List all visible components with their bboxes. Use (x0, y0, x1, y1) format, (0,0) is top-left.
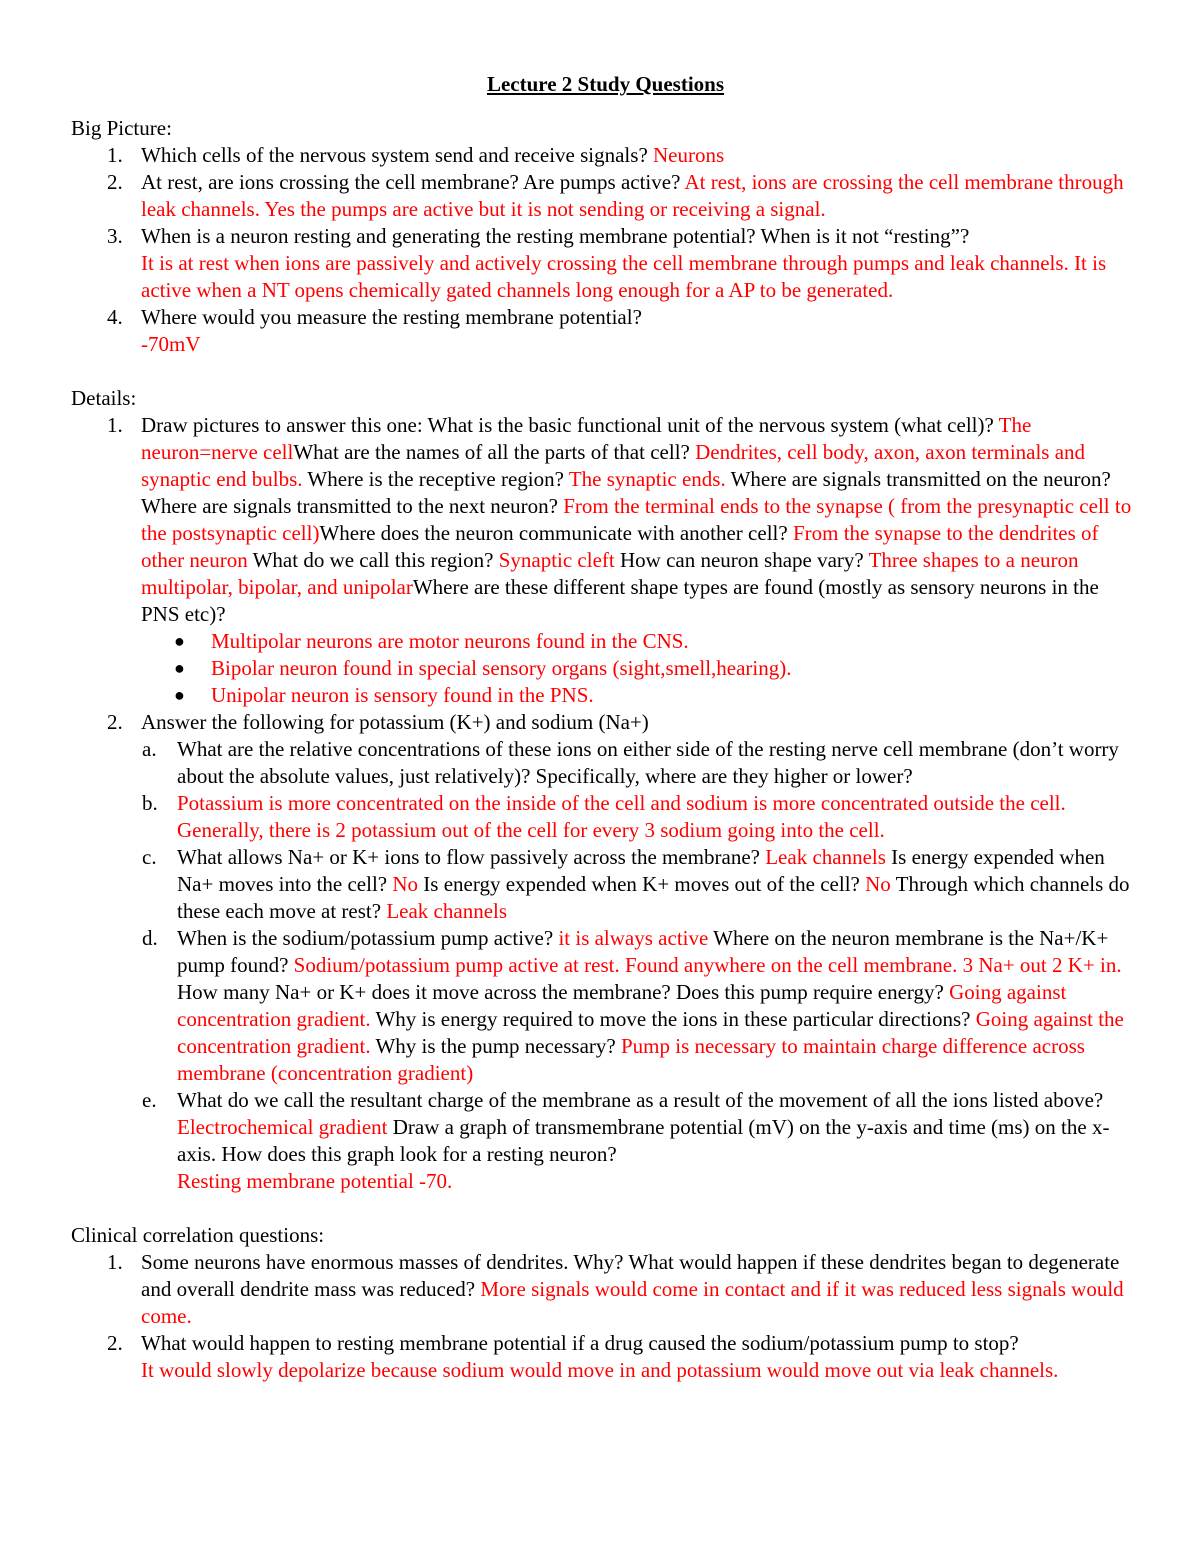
question-text: Some neurons have enormous masses of dendrites. Why? What would happen if these dendrites began to degenerate and overall dendrite mass was reduced? (141, 1250, 1120, 1301)
answer-text: Unipolar neuron is sensory found in the PNS. (211, 683, 594, 707)
question-text: What are the names of all the parts of that cell? (293, 440, 696, 464)
answer-text: Dendrites, cell body, axon, axon terminals and synaptic end bulbs. (141, 440, 1086, 491)
sub-item-letter: c. (142, 845, 157, 869)
big-picture-section (71, 115, 1140, 358)
question-text: Is energy expended when K+ moves out of the cell? (418, 872, 866, 896)
item-number: 2. (107, 1331, 123, 1355)
sub-item-letter: d. (142, 926, 158, 950)
question-text: Where does the neuron communicate with another cell? (319, 521, 793, 545)
question-text: Draw pictures to answer this one: What is the basic functional unit of the nervous system (what cell)? (141, 413, 999, 437)
question-text: Draw a graph of transmembrane potential (mV) on the y-axis and time (ms) on the x-axis. How does this graph look for a resting neuron? (177, 1115, 1110, 1166)
section-heading: Details: (71, 386, 137, 410)
sub-item-letter: b. (142, 791, 158, 815)
answer-text: Going against concentration gradient. (177, 980, 1067, 1031)
answer-text: No (392, 872, 419, 896)
answer-text: No (865, 872, 891, 896)
question-text: Where is the receptive region? (302, 467, 569, 491)
answer-text: Going against the concentration gradient. (177, 1007, 1124, 1058)
list-item (71, 1249, 1140, 1330)
question-text: Through which channels do these each move at rest? (177, 872, 1130, 923)
answer-text: Potassium is more concentrated on the inside of the cell and sodium is more concentrated outside the cell. Generally, there is 2 potassium out of the cell for every 3 sodium going into the cell. (177, 791, 1066, 842)
answer-text: Synaptic cleft (498, 548, 615, 572)
answer-text: Resting membrane potential -70. (177, 1169, 453, 1193)
item-number: 2. (107, 170, 123, 194)
question-text: What would happen to resting membrane potential if a drug caused the sodium/potassium pump to stop? (141, 1331, 1019, 1355)
answer-text: Pump is necessary to maintain charge difference across membrane (concentration gradient) (177, 1034, 1085, 1085)
question-text: Why is energy required to move the ions in these particular directions? (370, 1007, 976, 1031)
bullet-icon: ● (174, 685, 185, 705)
item-number: 4. (107, 305, 123, 329)
question-text: What do we call the resultant charge of the membrane as a result of the movement of all the ions listed above? (177, 1088, 1104, 1112)
section-heading: Big Picture: (71, 116, 172, 140)
question-text: How can neuron shape vary? (614, 548, 869, 572)
sub-item (71, 925, 1140, 1087)
question-text: Which cells of the nervous system send and receive signals? (141, 143, 654, 167)
item-number: 1. (107, 1250, 123, 1274)
list-item (71, 1330, 1140, 1384)
answer-text: Neurons (653, 143, 725, 167)
list-item (71, 304, 1140, 358)
answer-text: More signals would come in contact and if it was reduced less signals would come. (141, 1277, 1124, 1328)
answer-text: -70mV (141, 332, 201, 356)
question-text: Answer the following for potassium (K+) and sodium (Na+) (141, 710, 649, 734)
answer-text: The synaptic ends. (568, 467, 726, 491)
item-number: 1. (107, 413, 123, 437)
question-text: Where on the neuron membrane is the Na+/K+ pump found? (177, 926, 1109, 977)
answer-text: From the terminal ends to the synapse ( from the presynaptic cell to the postsynaptic cell) (141, 494, 1132, 545)
question-text: When is a neuron resting and generating the resting membrane potential? When is it not “resting”? (141, 224, 970, 248)
answer-text: Leak channels (386, 899, 508, 923)
question-text: What do we call this region? (247, 548, 499, 572)
answer-text: At rest, ions are crossing the cell membrane through leak channels. Yes the pumps are active but it is not sending or receiving a signal. (141, 170, 1124, 221)
answer-text: Three shapes to a neuron multipolar, bipolar, and unipolar (141, 548, 1079, 599)
question-text: Where are these different shape types are found (mostly as sensory neurons in the PNS etc)? (141, 575, 1099, 626)
question-text: When is the sodium/potassium pump active? (177, 926, 559, 950)
question-text: At rest, are ions crossing the cell membrane? Are pumps active? (141, 170, 685, 194)
details-section (71, 385, 1140, 1195)
answer-text: It would slowly depolarize because sodium would move in and potassium would move out via leak channels. (141, 1358, 1059, 1382)
question-text: Is energy expended when Na+ moves into the cell? (177, 845, 1105, 896)
section-heading: Clinical correlation questions: (71, 1223, 325, 1247)
question-text: How many Na+ or K+ does it move across the membrane? Does this pump require energy? (177, 980, 950, 1004)
page-title: Lecture 2 Study Questions (486, 72, 725, 96)
answer-text: Leak channels (765, 845, 886, 869)
list-item (71, 142, 1140, 169)
question-text: What are the relative concentrations of these ions on either side of the resting nerve cell membrane (don’t worry about the absolute values, just relatively)? Specifically, where are they higher or lower? (177, 737, 1119, 788)
answer-text: Multipolar neurons are motor neurons found in the CNS. (211, 629, 689, 653)
question-text: Where are signals transmitted on the neuron? Where are signals transmitted to the next neuron? (141, 467, 1111, 518)
bullet-item (71, 628, 1140, 655)
item-number: 2. (107, 710, 123, 734)
sub-item-letter: e. (142, 1088, 157, 1112)
answer-text: Bipolar neuron found in special sensory organs (sight,smell,hearing). (211, 656, 792, 680)
sub-item (71, 736, 1140, 790)
question-text: What allows Na+ or K+ ions to flow passively across the membrane? (177, 845, 766, 869)
answer-text: Electrochemical gradient (177, 1115, 388, 1139)
bullet-item (71, 655, 1140, 682)
item-number: 1. (107, 143, 123, 167)
list-item (71, 412, 1140, 628)
answer-text: It is at rest when ions are passively and actively crossing the cell membrane through pumps and leak channels. It is active when a NT opens chemically gated channels long enough for a AP to be generated. (141, 251, 1107, 302)
answer-text: Sodium/potassium pump active at rest. Found anywhere on the cell membrane. 3 Na+ out 2 K+ in. (293, 953, 1122, 977)
sub-item (71, 790, 1140, 844)
question-text: Why is the pump necessary? (370, 1034, 621, 1058)
bullet-item (71, 682, 1140, 709)
question-text: Where would you measure the resting membrane potential? (141, 305, 642, 329)
item-number: 3. (107, 224, 123, 248)
answer-text: it is always active (558, 926, 709, 950)
answer-text: From the synapse to the dendrites of other neuron (141, 521, 1099, 572)
clinical-section (71, 1222, 1140, 1384)
answer-text: The neuron=nerve cell (141, 413, 1032, 464)
sub-item (71, 1087, 1140, 1195)
list-item (71, 709, 1140, 736)
sub-item (71, 844, 1140, 925)
list-item (71, 223, 1140, 304)
list-item (71, 169, 1140, 223)
bullet-icon: ● (174, 631, 185, 651)
bullet-icon: ● (174, 658, 185, 678)
sub-item-letter: a. (142, 737, 157, 761)
